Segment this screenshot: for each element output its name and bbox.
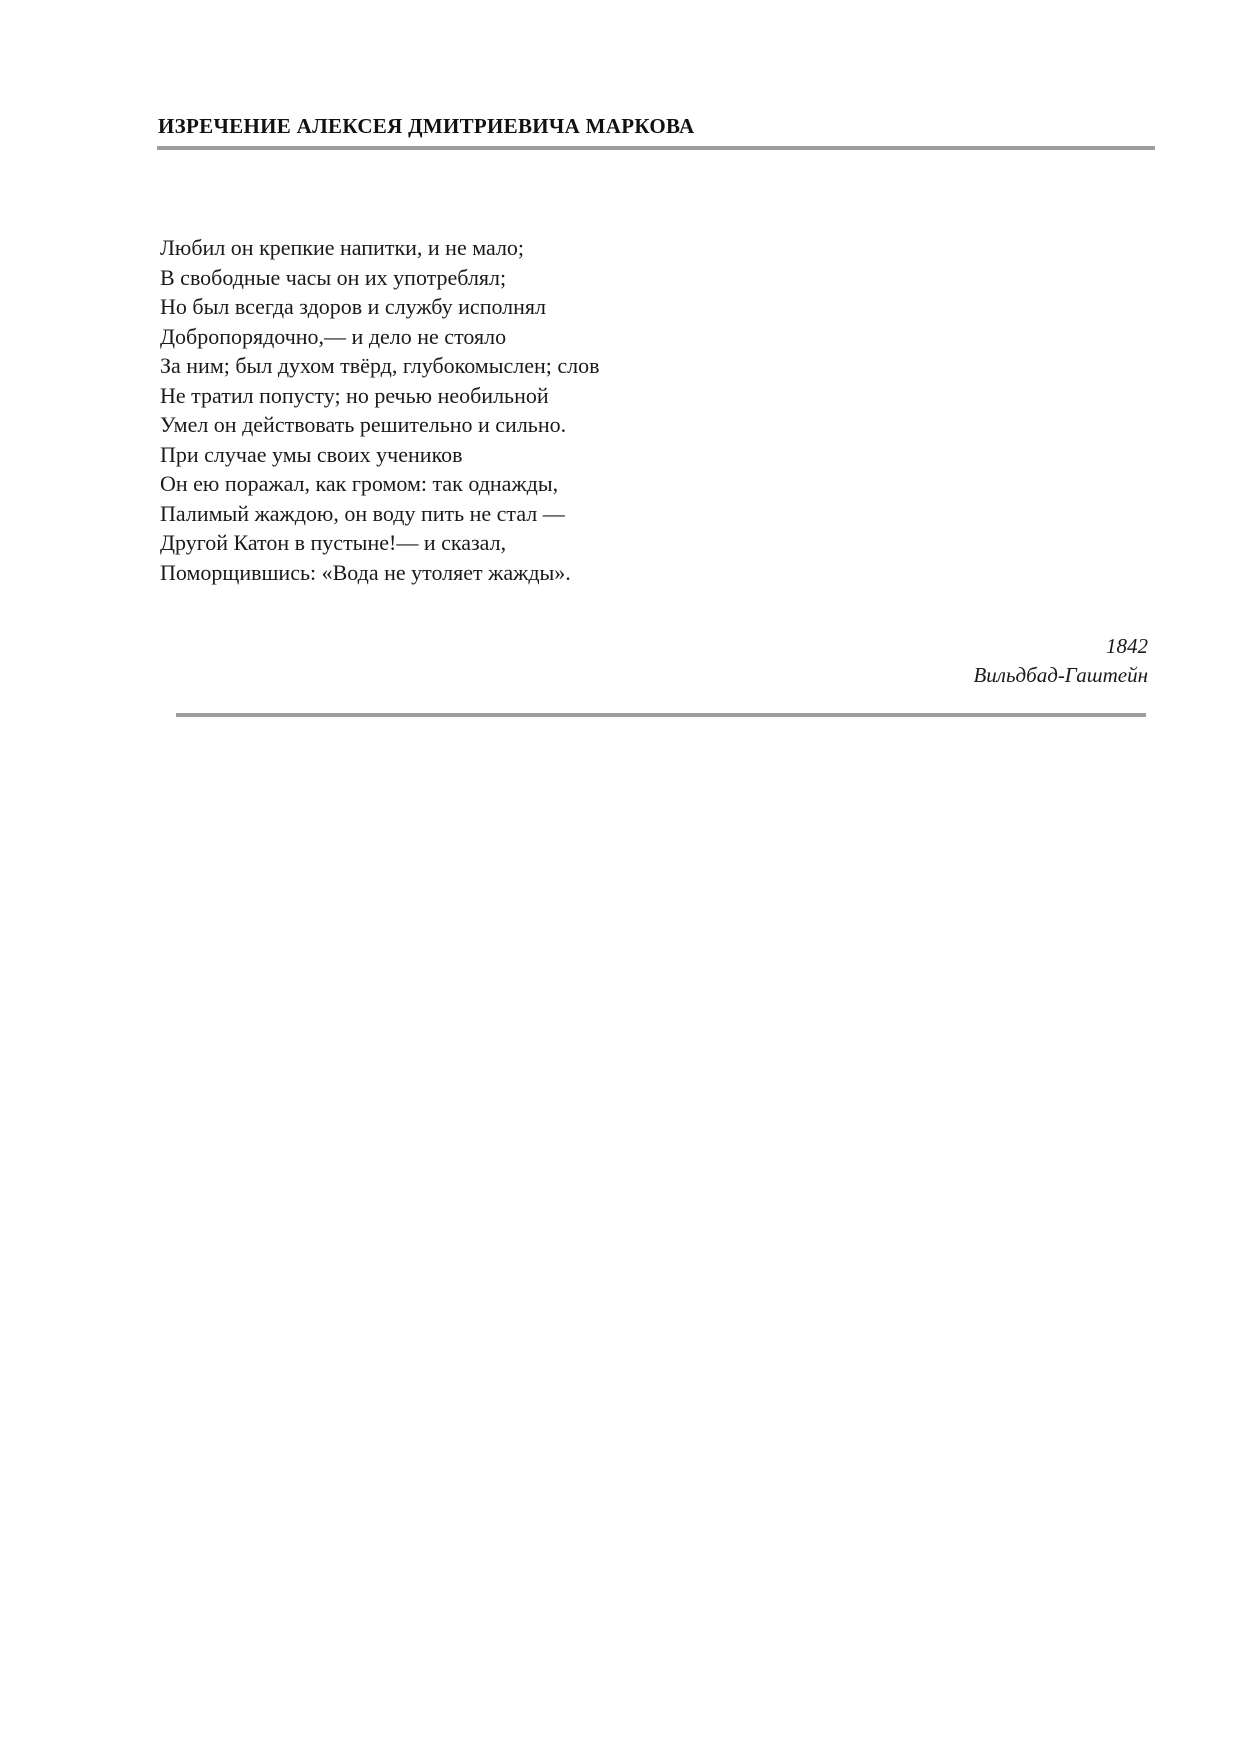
poem-body (160, 233, 1010, 587)
poem-line: Добропорядочно,— и дело не стояло (160, 323, 507, 349)
signature-place: Вильдбад-Гаштейн (973, 663, 1148, 687)
poem-line: За ним; был духом твёрд, глубокомыслен; слов (160, 353, 600, 378)
footer-divider-rule (176, 713, 1146, 717)
poem-line: Он ею поражал, как громом: так однажды, (160, 471, 559, 496)
poem-line: Палимый жаждою, он воду пить не стал — (160, 500, 565, 526)
poem-line: При случае умы своих учеников (160, 441, 463, 467)
poem-line: Умел он действовать решительно и сильно. (160, 412, 567, 437)
signature-year: 1842 (1106, 634, 1148, 658)
poem-line: Но был всегда здоров и службу исполнял (160, 294, 547, 319)
poem-line: Любил он крепкие напитки, и не мало; (160, 235, 525, 260)
poem-line: Поморщившись: «Вода не утоляет жажды». (160, 559, 571, 585)
signature-block (158, 632, 1148, 690)
poem-line: В свободные часы он их употреблял; (160, 264, 507, 290)
poem-line: Не тратил попусту; но речью необильной (160, 382, 549, 408)
page-title: ИЗРЕЧЕНИЕ АЛЕКСЕЯ ДМИТРИЕВИЧА МАРКОВА (158, 114, 695, 138)
poem-line: Другой Катон в пустыне!— и сказал, (160, 530, 507, 555)
title-divider-rule (157, 146, 1155, 150)
